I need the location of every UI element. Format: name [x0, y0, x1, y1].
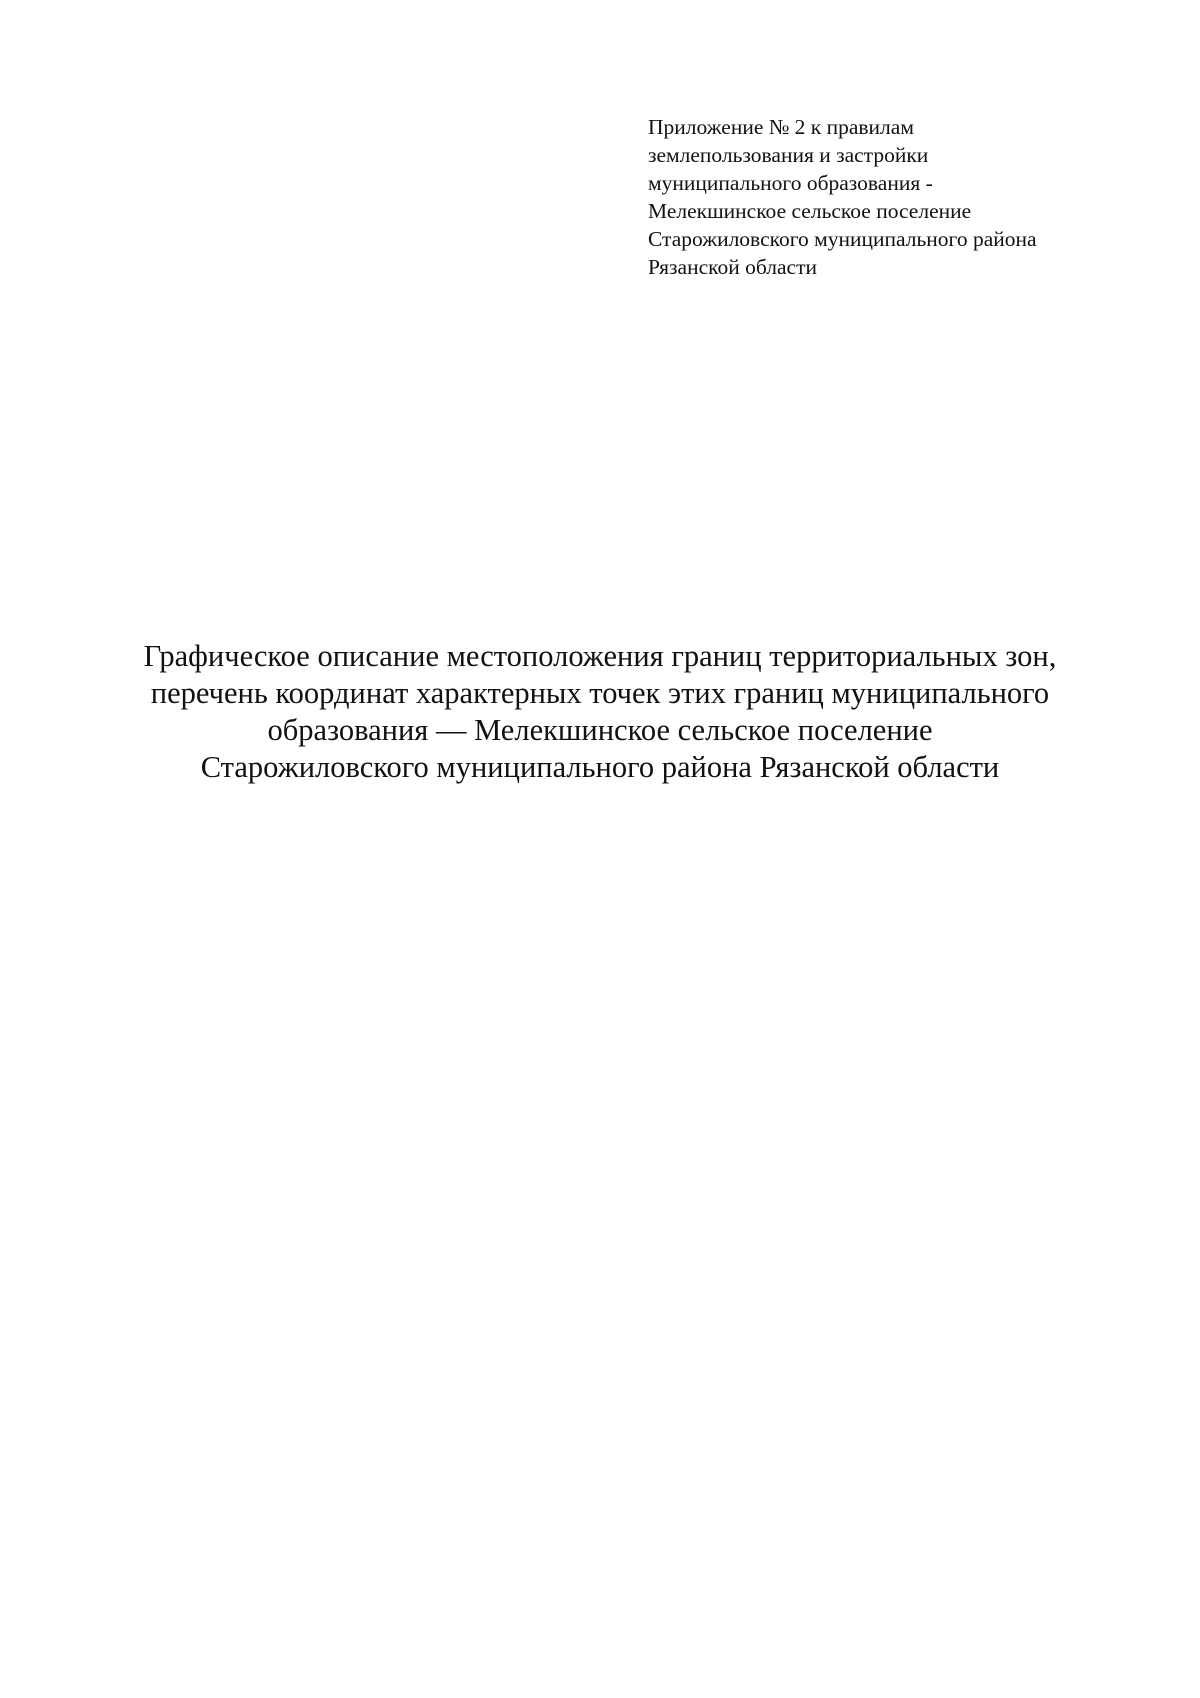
appendix-note-line: Рязанской области: [648, 255, 817, 279]
appendix-note-line: Старожиловского муниципального района: [648, 227, 1037, 251]
appendix-note-line: муниципального образования -: [648, 171, 933, 195]
appendix-note-line: Мелекшинское сельское поселение: [648, 199, 972, 223]
appendix-note: [648, 113, 1118, 281]
appendix-note-line: Приложение № 2 к правилам: [648, 115, 914, 139]
document-title-line: перечень координат характерных точек этих границ муниципального: [150, 676, 1050, 710]
document-title: [60, 638, 1140, 786]
document-title-line: Графическое описание местоположения границ территориальных зон,: [143, 639, 1057, 673]
document-title-line: образования — Мелекшинское сельское поселение: [267, 713, 933, 747]
document-title-line: Старожиловского муниципального района Рязанской области: [200, 750, 1000, 784]
appendix-note-line: землепользования и застройки: [648, 143, 929, 167]
